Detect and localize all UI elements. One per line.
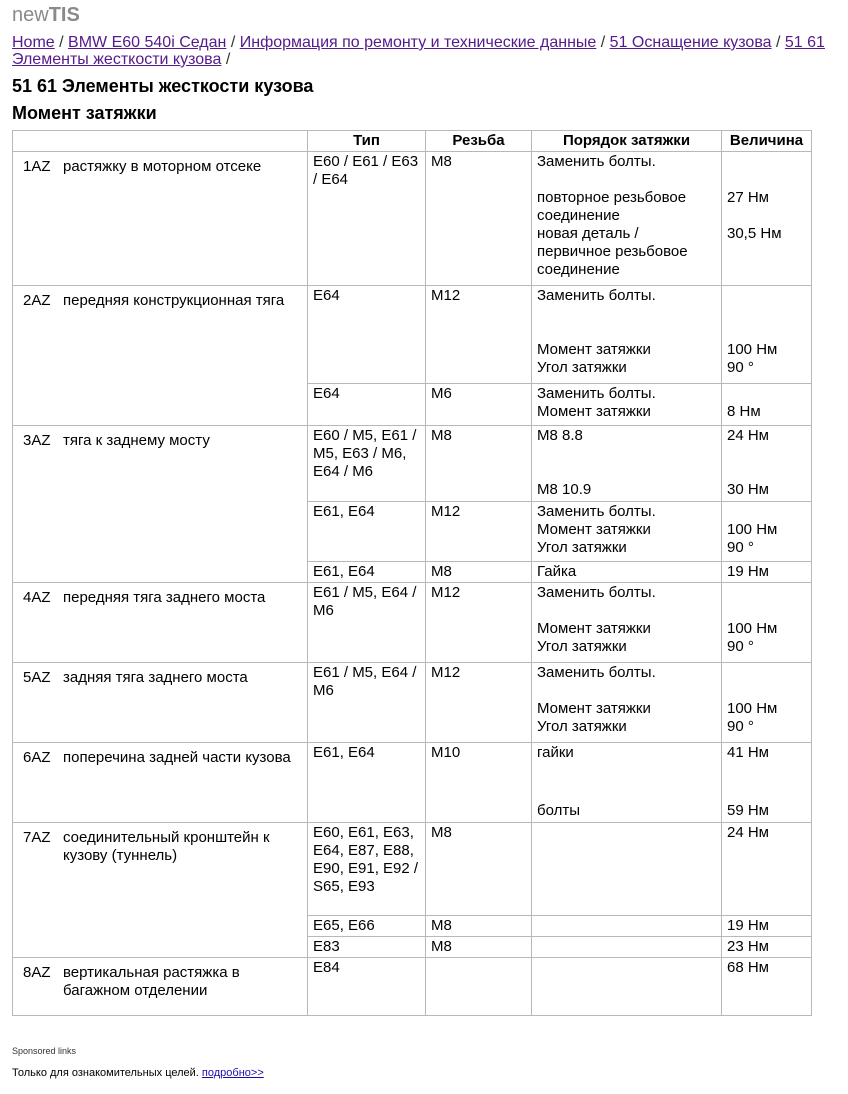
value-line: 8 Нм	[727, 403, 761, 420]
order-line: M8 10.9	[537, 481, 592, 498]
value-line: 41 Нм	[727, 744, 769, 761]
order-line: гайки	[537, 744, 574, 761]
value-line: 30,5 Нм	[727, 225, 782, 242]
value-line: 100 Нм	[727, 700, 778, 717]
type-cell: E60 / E61 / E63 / E64	[308, 152, 426, 286]
order-line: новая деталь / первичное резьбовое соединение	[537, 225, 688, 278]
value-cell	[722, 426, 812, 502]
thread-cell: M12	[426, 663, 532, 743]
thread-cell: M12	[426, 502, 532, 562]
position-code: 7AZ	[23, 829, 51, 846]
type-cell: E64	[308, 384, 426, 426]
value-cell: 24 Нм	[722, 823, 812, 916]
breadcrumb	[12, 34, 848, 70]
position-name: передняя тяга заднего моста	[63, 589, 266, 606]
breadcrumb-separator: /	[59, 34, 64, 51]
value-cell: 68 Нм	[722, 958, 812, 1016]
type-cell: E64	[308, 286, 426, 384]
thread-cell: M8	[426, 937, 532, 958]
order-cell	[532, 286, 722, 384]
position-cell	[13, 583, 308, 663]
order-line: M8 8.8	[537, 427, 583, 444]
thread-cell: M12	[426, 286, 532, 384]
spacer	[727, 584, 806, 620]
position-code: 3AZ	[23, 432, 51, 449]
value-line: 100 Нм	[727, 521, 778, 538]
header-order: Порядок затяжки	[532, 131, 722, 152]
position-code: 5AZ	[23, 669, 51, 686]
position-name: вертикальная растяжка в багажном отделении	[63, 964, 240, 999]
order-cell	[532, 663, 722, 743]
order-line: Угол затяжки	[537, 359, 627, 376]
type-cell: E83	[308, 937, 426, 958]
site-logo[interactable]	[12, 4, 80, 27]
value-cell	[722, 286, 812, 384]
logo-prefix: new	[12, 4, 49, 26]
value-line: 30 Нм	[727, 481, 769, 498]
order-line: Момент затяжки	[537, 700, 651, 717]
position-cell	[13, 958, 308, 1016]
table-row	[13, 663, 812, 743]
type-cell: E61, E64	[308, 502, 426, 562]
position-code: 1AZ	[23, 158, 51, 175]
spacer	[727, 385, 806, 403]
type-cell: E65, E66	[308, 916, 426, 937]
position-name: поперечина задней части кузова	[63, 749, 291, 766]
spacer	[727, 305, 806, 341]
position-cell	[13, 426, 308, 583]
value-line: 90 °	[727, 718, 754, 735]
thread-cell: M8	[426, 823, 532, 916]
breadcrumb-separator: /	[230, 34, 236, 51]
spacer	[727, 153, 806, 189]
more-details-link[interactable]: подробно>>	[201, 1067, 264, 1079]
value-cell	[722, 743, 812, 823]
breadcrumb-group-link[interactable]: 51 Оснащение кузова	[609, 34, 772, 51]
value-cell	[722, 583, 812, 663]
breadcrumb-separator: /	[600, 34, 606, 51]
position-cell	[13, 823, 308, 958]
position-name: задняя тяга заднего моста	[63, 669, 248, 686]
thread-cell: M8	[426, 152, 532, 286]
value-line: 100 Нм	[727, 341, 778, 358]
value-line: 27 Нм	[727, 189, 769, 206]
type-cell: E61, E64	[308, 743, 426, 823]
type-cell: E61 / M5, E64 / M6	[308, 583, 426, 663]
value-cell: 19 Нм	[722, 916, 812, 937]
order-cell	[532, 384, 722, 426]
page-title: 51 61 Элементы жесткости кузова	[12, 76, 314, 96]
order-line: Момент затяжки	[537, 521, 651, 538]
breadcrumb-separator: /	[776, 34, 781, 51]
table-row	[13, 286, 812, 384]
type-cell: E61 / M5, E64 / M6	[308, 663, 426, 743]
breadcrumb-subgroup-link[interactable]: 51 61 Элементы жесткости кузова	[12, 34, 825, 68]
order-cell: Гайка	[532, 562, 722, 583]
torque-table	[12, 130, 812, 1016]
order-line: Заменить болты.	[537, 503, 656, 520]
header-type: Тип	[308, 131, 426, 152]
value-cell	[722, 502, 812, 562]
order-cell	[532, 583, 722, 663]
thread-cell: M10	[426, 743, 532, 823]
page-subtitle: Момент затяжки	[12, 103, 157, 123]
position-name: растяжку в моторном отсеке	[63, 158, 262, 175]
order-line: Заменить болты.	[537, 287, 656, 304]
table-row	[13, 823, 812, 916]
order-cell	[532, 743, 722, 823]
value-cell	[722, 384, 812, 426]
type-cell: E84	[308, 958, 426, 1016]
spacer	[537, 682, 716, 700]
position-code: 2AZ	[23, 292, 51, 309]
spacer	[537, 171, 716, 189]
order-cell	[532, 937, 722, 958]
order-line: болты	[537, 802, 581, 819]
table-row	[13, 743, 812, 823]
spacer	[727, 664, 806, 700]
value-line: 90 °	[727, 638, 754, 655]
value-cell	[722, 152, 812, 286]
order-line: Заменить болты.	[537, 664, 656, 681]
order-cell	[532, 152, 722, 286]
order-line: Угол затяжки	[537, 539, 627, 556]
order-cell	[532, 916, 722, 937]
notice-text: Только для ознакомительных целей.	[12, 1067, 199, 1079]
footer-notice	[12, 1067, 264, 1079]
type-cell: E61, E64	[308, 562, 426, 583]
value-line: 90 °	[727, 359, 754, 376]
thread-cell: M6	[426, 384, 532, 426]
position-cell	[13, 743, 308, 823]
position-name: передняя конструкционная тяга	[63, 292, 285, 309]
breadcrumb-home-link[interactable]: Home	[12, 34, 55, 51]
order-cell	[532, 823, 722, 916]
thread-cell: M8	[426, 562, 532, 583]
position-cell	[13, 663, 308, 743]
order-line: Заменить болты.	[537, 385, 656, 402]
spacer	[727, 503, 806, 521]
breadcrumb-separator: /	[225, 51, 231, 68]
value-line: 24 Нм	[727, 427, 769, 444]
header-thread: Резьба	[426, 131, 532, 152]
order-line: Заменить болты.	[537, 153, 656, 170]
order-cell	[532, 958, 722, 1016]
type-cell: E60 / M5, E61 / M5, E63 / M6, E64 / M6	[308, 426, 426, 502]
logo-suffix: TIS	[48, 4, 80, 26]
thread-cell: M12	[426, 583, 532, 663]
header-value: Величина	[722, 131, 812, 152]
type-cell: E60, E61, E63, E64, E87, E88, E90, E91, E92 / S65, E93	[308, 823, 426, 916]
sponsored-label: Sponsored links	[12, 1046, 77, 1056]
order-line: Заменить болты.	[537, 584, 656, 601]
breadcrumb-model-link[interactable]: BMW E60 540i Седан	[68, 34, 227, 51]
spacer	[537, 305, 716, 341]
order-line: повторное резьбовое соединение	[537, 189, 687, 224]
value-cell: 19 Нм	[722, 562, 812, 583]
order-line: Момент затяжки	[537, 403, 651, 420]
value-cell	[722, 663, 812, 743]
thread-cell: M8	[426, 916, 532, 937]
thread-cell	[426, 958, 532, 1016]
value-line: 100 Нм	[727, 620, 778, 637]
position-name: соединительный кронштейн к кузову (туннель)	[63, 829, 270, 864]
table-row	[13, 583, 812, 663]
order-line: Угол затяжки	[537, 718, 627, 735]
order-line: Момент затяжки	[537, 620, 651, 637]
breadcrumb-section-link[interactable]: Информация по ремонту и технические данные	[239, 34, 597, 51]
table-row	[13, 958, 812, 1016]
position-cell	[13, 152, 308, 286]
table-row	[13, 426, 812, 502]
spacer	[727, 287, 806, 305]
position-code: 8AZ	[23, 964, 51, 981]
value-line: 59 Нм	[727, 802, 769, 819]
position-name: тяга к заднему мосту	[63, 432, 210, 449]
value-cell: 23 Нм	[722, 937, 812, 958]
position-cell	[13, 286, 308, 426]
thread-cell: M8	[426, 426, 532, 502]
spacer	[537, 602, 716, 620]
order-line: Момент затяжки	[537, 341, 651, 358]
order-cell	[532, 502, 722, 562]
table-header-row	[13, 131, 812, 152]
table-row	[13, 152, 812, 286]
header-position	[13, 131, 308, 152]
value-line: 90 °	[727, 539, 754, 556]
order-cell	[532, 426, 722, 502]
order-line: Угол затяжки	[537, 638, 627, 655]
position-code: 6AZ	[23, 749, 51, 766]
position-code: 4AZ	[23, 589, 51, 606]
